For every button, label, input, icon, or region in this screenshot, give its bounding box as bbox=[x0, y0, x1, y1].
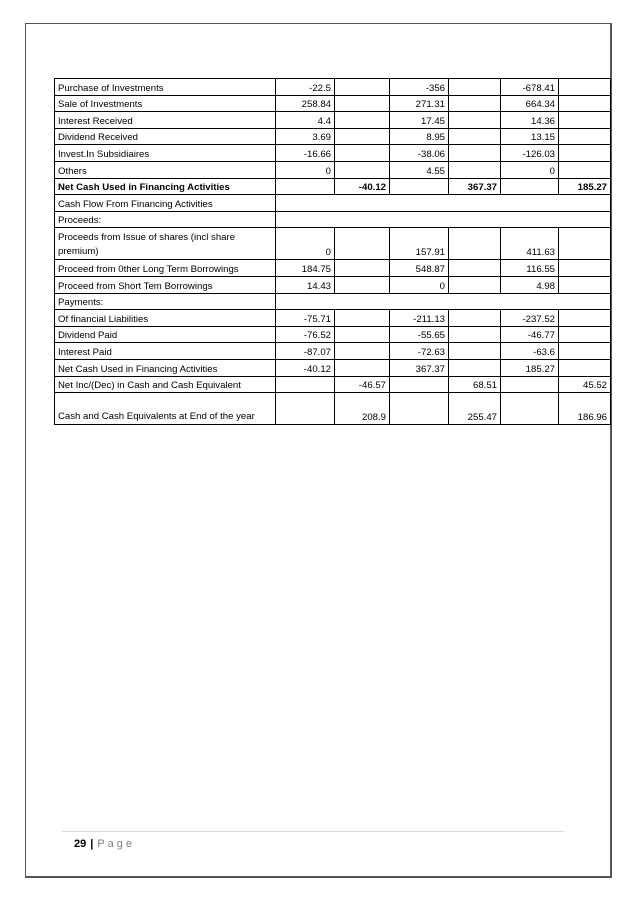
row-label: Of financial Liabilities bbox=[55, 310, 276, 327]
table-row bbox=[55, 211, 611, 228]
value-cell-c2 bbox=[335, 343, 390, 360]
table-row bbox=[55, 343, 611, 360]
value-cell-c1 bbox=[276, 393, 335, 425]
page-number: 29 bbox=[74, 838, 87, 850]
value-cell-c4: 68.51 bbox=[449, 376, 501, 393]
value-cell-c2 bbox=[335, 145, 390, 162]
table-row bbox=[55, 393, 611, 425]
value-cell-c2 bbox=[335, 79, 390, 96]
value-cell-c1: -75.71 bbox=[276, 310, 335, 327]
row-label: Interest Received bbox=[55, 112, 276, 129]
table-row bbox=[55, 276, 611, 293]
value-cell-c6 bbox=[559, 228, 611, 260]
row-label: Net Inc/(Dec) in Cash and Cash Equivalent bbox=[55, 376, 276, 393]
value-cell-c1: -16.66 bbox=[276, 145, 335, 162]
value-cell-c3: 4.55 bbox=[390, 161, 449, 178]
table-row bbox=[55, 326, 611, 343]
value-cell-c2 bbox=[335, 326, 390, 343]
value-cell-c4: 367.37 bbox=[449, 178, 501, 195]
value-cell-c4 bbox=[449, 228, 501, 260]
merged-empty-cell bbox=[276, 211, 611, 228]
value-cell-c4 bbox=[449, 112, 501, 129]
value-cell-c2 bbox=[335, 310, 390, 327]
value-cell-c1: 0 bbox=[276, 228, 335, 260]
value-cell-c6 bbox=[559, 276, 611, 293]
row-label: Net Cash Used in Financing Activities bbox=[55, 178, 276, 195]
value-cell-c3: -55.65 bbox=[390, 326, 449, 343]
value-cell-c3: 8.95 bbox=[390, 128, 449, 145]
value-cell-c6: 186.96 bbox=[559, 393, 611, 425]
value-cell-c2 bbox=[335, 276, 390, 293]
value-cell-c3: 271.31 bbox=[390, 95, 449, 112]
value-cell-c2 bbox=[335, 128, 390, 145]
value-cell-c2 bbox=[335, 359, 390, 376]
value-cell-c5: -63.6 bbox=[501, 343, 559, 360]
value-cell-c4 bbox=[449, 343, 501, 360]
merged-empty-cell bbox=[276, 293, 611, 310]
row-label: Sale of Investments bbox=[55, 95, 276, 112]
table-row bbox=[55, 228, 611, 260]
value-cell-c3: 548.87 bbox=[390, 260, 449, 277]
value-cell-c5: 411.63 bbox=[501, 228, 559, 260]
value-cell-c1: 14.43 bbox=[276, 276, 335, 293]
value-cell-c5: -678.41 bbox=[501, 79, 559, 96]
value-cell-c5: 4.98 bbox=[501, 276, 559, 293]
value-cell-c4 bbox=[449, 310, 501, 327]
value-cell-c6 bbox=[559, 128, 611, 145]
row-label: Dividend Received bbox=[55, 128, 276, 145]
row-label: Proceeds: bbox=[55, 211, 276, 228]
table-row bbox=[55, 178, 611, 195]
value-cell-c1: -87.07 bbox=[276, 343, 335, 360]
value-cell-c6 bbox=[559, 359, 611, 376]
value-cell-c5: 664.34 bbox=[501, 95, 559, 112]
value-cell-c1 bbox=[276, 178, 335, 195]
table-row bbox=[55, 161, 611, 178]
value-cell-c4 bbox=[449, 326, 501, 343]
value-cell-c1: 0 bbox=[276, 161, 335, 178]
row-label: Interest Paid bbox=[55, 343, 276, 360]
cash-flow-table bbox=[54, 78, 611, 425]
value-cell-c2 bbox=[335, 161, 390, 178]
table-row bbox=[55, 79, 611, 96]
merged-empty-cell bbox=[276, 195, 611, 212]
value-cell-c5: -237.52 bbox=[501, 310, 559, 327]
value-cell-c3: 367.37 bbox=[390, 359, 449, 376]
value-cell-c5 bbox=[501, 178, 559, 195]
value-cell-c2 bbox=[335, 228, 390, 260]
value-cell-c1: -22.5 bbox=[276, 79, 335, 96]
table-row bbox=[55, 95, 611, 112]
value-cell-c6 bbox=[559, 79, 611, 96]
table-row bbox=[55, 195, 611, 212]
value-cell-c3: 0 bbox=[390, 276, 449, 293]
value-cell-c4 bbox=[449, 79, 501, 96]
value-cell-c6: 45.52 bbox=[559, 376, 611, 393]
table-row bbox=[55, 293, 611, 310]
table-row bbox=[55, 260, 611, 277]
value-cell-c5: 185.27 bbox=[501, 359, 559, 376]
row-label: Proceeds from Issue of shares (incl share premium) bbox=[55, 228, 276, 260]
value-cell-c5: -126.03 bbox=[501, 145, 559, 162]
value-cell-c4 bbox=[449, 359, 501, 376]
value-cell-c6 bbox=[559, 161, 611, 178]
value-cell-c5: 116.55 bbox=[501, 260, 559, 277]
value-cell-c1: 184.75 bbox=[276, 260, 335, 277]
value-cell-c4 bbox=[449, 161, 501, 178]
value-cell-c3: 157.91 bbox=[390, 228, 449, 260]
value-cell-c4 bbox=[449, 95, 501, 112]
value-cell-c5: 0 bbox=[501, 161, 559, 178]
value-cell-c6 bbox=[559, 310, 611, 327]
value-cell-c4: 255.47 bbox=[449, 393, 501, 425]
row-label: Dividend Paid bbox=[55, 326, 276, 343]
value-cell-c1: 3.69 bbox=[276, 128, 335, 145]
value-cell-c4 bbox=[449, 128, 501, 145]
footer-rule bbox=[62, 831, 564, 832]
table-row bbox=[55, 145, 611, 162]
value-cell-c3 bbox=[390, 376, 449, 393]
value-cell-c6 bbox=[559, 260, 611, 277]
value-cell-c1 bbox=[276, 376, 335, 393]
row-label: Payments: bbox=[55, 293, 276, 310]
page-footer bbox=[74, 837, 135, 851]
value-cell-c2: -46.57 bbox=[335, 376, 390, 393]
value-cell-c3 bbox=[390, 178, 449, 195]
row-label: Proceed from Short Tem Borrowings bbox=[55, 276, 276, 293]
value-cell-c6 bbox=[559, 145, 611, 162]
row-label: Proceed from 0ther Long Term Borrowings bbox=[55, 260, 276, 277]
value-cell-c2 bbox=[335, 112, 390, 129]
value-cell-c2 bbox=[335, 95, 390, 112]
value-cell-c3 bbox=[390, 393, 449, 425]
value-cell-c6 bbox=[559, 112, 611, 129]
value-cell-c2 bbox=[335, 260, 390, 277]
value-cell-c3: 17.45 bbox=[390, 112, 449, 129]
value-cell-c5: 13.15 bbox=[501, 128, 559, 145]
row-label: Purchase of Investments bbox=[55, 79, 276, 96]
table-row bbox=[55, 376, 611, 393]
table-row bbox=[55, 128, 611, 145]
value-cell-c6: 185.27 bbox=[559, 178, 611, 195]
table-row bbox=[55, 310, 611, 327]
value-cell-c3: -38.06 bbox=[390, 145, 449, 162]
value-cell-c6 bbox=[559, 95, 611, 112]
table-row bbox=[55, 359, 611, 376]
table-row bbox=[55, 112, 611, 129]
value-cell-c1: 258.84 bbox=[276, 95, 335, 112]
value-cell-c4 bbox=[449, 260, 501, 277]
footer-separator: | bbox=[90, 838, 94, 850]
row-label: Others bbox=[55, 161, 276, 178]
value-cell-c3: -356 bbox=[390, 79, 449, 96]
value-cell-c1: -76.52 bbox=[276, 326, 335, 343]
row-label: Invest.In Subsidiaires bbox=[55, 145, 276, 162]
value-cell-c3: -72.63 bbox=[390, 343, 449, 360]
value-cell-c2: 208.9 bbox=[335, 393, 390, 425]
value-cell-c2: -40.12 bbox=[335, 178, 390, 195]
value-cell-c5 bbox=[501, 376, 559, 393]
row-label: Cash Flow From Financing Activities bbox=[55, 195, 276, 212]
value-cell-c3: -211.13 bbox=[390, 310, 449, 327]
value-cell-c5: 14.36 bbox=[501, 112, 559, 129]
value-cell-c5: -46.77 bbox=[501, 326, 559, 343]
page-label: Page bbox=[97, 838, 136, 850]
row-label: Cash and Cash Equivalents at End of the year bbox=[55, 393, 276, 425]
value-cell-c1: 4.4 bbox=[276, 112, 335, 129]
row-label: Net Cash Used in Financing Activities bbox=[55, 359, 276, 376]
value-cell-c1: -40.12 bbox=[276, 359, 335, 376]
value-cell-c6 bbox=[559, 343, 611, 360]
value-cell-c4 bbox=[449, 276, 501, 293]
value-cell-c5 bbox=[501, 393, 559, 425]
value-cell-c6 bbox=[559, 326, 611, 343]
value-cell-c4 bbox=[449, 145, 501, 162]
